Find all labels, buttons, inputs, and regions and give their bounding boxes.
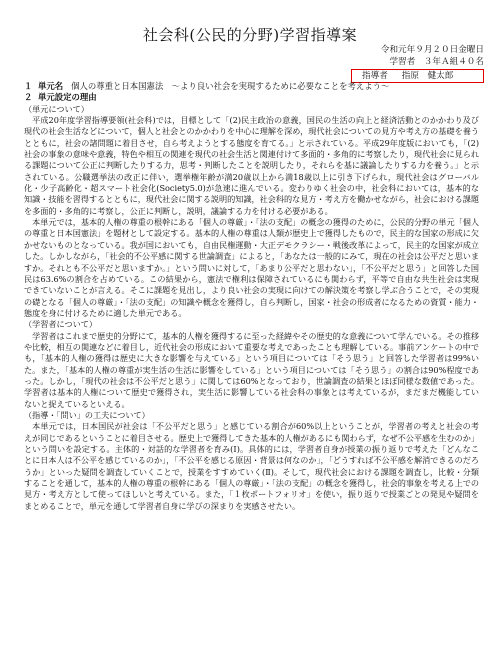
section-heading-learners: （学習者について） (24, 319, 97, 330)
rationale-number: ２ (24, 92, 33, 103)
unit-title: 個人の尊重と日本国憲法 ～より良い社会を実現するために必要なことを考えよう～ (71, 81, 390, 91)
unit-label: 単元名 (38, 81, 64, 91)
instructor-name: 指原 健太郎 (401, 71, 454, 81)
document-body (24, 81, 479, 512)
date-line: 令和元年９月２０日金曜日 (380, 45, 484, 55)
instructor-label: 指導者 (362, 71, 388, 81)
paragraph-unit-2: 本単元では，基本的人権の尊重の根幹にある「個人の尊厳」・「法の支配」の概念の獲得のために，公民的分野の単元「個人の尊重と日本国憲法」を題材として設定する。基本的人権の尊重は人類が歴史上で獲得したもので，民主的な国家の形成に欠かせないものとなっている。我が国においても，自由民権運動・大正デモクラシー・戦後改革によって，民主的な国家が成立した。しかしながら，「社会的不公平感に関する世論調査」によると，「あなたは一般的にみて，現在の社会は公平だと思いますか。それとも不公平だと思いますか。」という問いに対して，「あまり公平だと思わない」，「不公平だと思う」と回答した国民は63.6%の割合を占めている。この結果から，憲法で権利は保障されているにも関わらず，平等で自由な共生社会は実現できていないことが言える。そこに課題を見出し，より良い社会の実現に向けての解決策を考察し学ぶ合うことで，その実現の礎となる「個人の尊厳」・「法の支配」の知識や概念を獲得し，自ら判断し，国家・社会の形成者になるための資質・能力・態度を身に付けるために適した単元である。 (24, 217, 480, 318)
unit-heading (24, 81, 479, 92)
paragraph-guidance-1: 本単元では，日本国民が社会は「不公平だと思う」と感じている割合が60%以上ということが，学習者の考えと社会の考えが同じであるということに着目させる。歴史上で獲得してきた基本的人権があるにも関わらず，なぜ不公平感を生むのか」という問いを設定する。主体的・対話的な学習者を育み(Ⅰ)。具体的には，学習者自身が授業の振り返りで考えた「どんなことに日本人は不公平を感じているのか」，「不公平を感じる原因・背景は何なのか」，「どうすれば不公平感を解消できるのだろうか」といった疑問を調査していくことで，授業をすすめていく(Ⅱ)。そして，現代社会における課題を調査し，比較・分類することを通して，基本的人権の尊重の根幹にある「個人の尊厳」・「法の支配」の概念を獲得し，社会的事象を考える上での見方・考え方として使ってほしいと考えている。また，「１枚ポートフォリオ」を使い，振り返りで授業ごとの発見や疑問をまとめることで，単元を通して学習者自身に学びの深まりを実感させたい。 (24, 421, 479, 511)
paragraph-unit-1: 平成20年度学習指導要領(社会科)では，目標として「(2)民主政治の意義，国民の生活の向上と経済活動とのかかわり及び現代の社会生活などについて，個人と社会とのかかわりを中心に理解を深め，現代社会についての見方や考え方の基礎を養うとともに，社会の諸問題に着目させ，自ら考えようとする態度を育てる。」と示されている。平成29年度版においても，「(2)社会の事象の意味や意義，特色や相互の関連を現代の社会生活と関連付けて多面的・多角的に考察したり，現代社会に見られる課題について公正に判断したりする力，思考・判断したことを説明したり，それらを基に議論したりする力を養う。」と示されている。公職選挙法の改正に伴い，選挙権年齢が満20歳以上から満18歳以上に引き下げられ，現代社会はグローバル化・少子高齢化・超スマート社会化(Society5.0)が急速に進んでいる。変わりゆく社会の中，社会科においては，基本的な知識・技能を習得するとともに，現代社会に関する説明的知識，社会科的な見方・考え方を働かせながら，社会における課題を多面的・多角的に考察し，公正に判断し，説明，議論する力を付ける必要がある。 (24, 115, 480, 216)
paragraph-learners-1: 学習者はこれまで歴史的分野にて，基本的人権を獲得するに至った経緯やその歴史的な意義について学んでいる。その推移や比較，相互の関連などに着目し，近代社会の形成において重要な考えであったことも理解している。事前アンケートの中でも，「基本的人権の獲得は歴史に大きな影響を与えている」という項目については「そう思う」と回答した学習者は99%いた。また，「基本的人権の尊重が実生活の生活に影響をしている」という項目については「そう思う」の割合は90%程度であった。しかし，「現代の社会は不公平だと思う」に関しては60%となっており，世論調査の結果とほぼ同様な数値であった。学習者は基本的人権について歴史で獲得され，実生活に影響している社会科の事象とは考えているが，まだまだ機能していないと捉えているといえる。 (24, 330, 479, 409)
document-meta (324, 44, 484, 83)
document-title: 社会科(公民的分野)学習指導案 (142, 26, 358, 44)
unit-number: １ (24, 81, 33, 91)
rationale-heading (24, 92, 479, 103)
rationale-label: 単元設定の理由 (38, 92, 97, 103)
section-heading-guidance: （指導・「問い」の工夫について） (24, 409, 150, 420)
section-heading-unit: （単元について） (24, 103, 89, 114)
learners-line: 学習者 ３年Ａ組４０名 (389, 57, 484, 67)
